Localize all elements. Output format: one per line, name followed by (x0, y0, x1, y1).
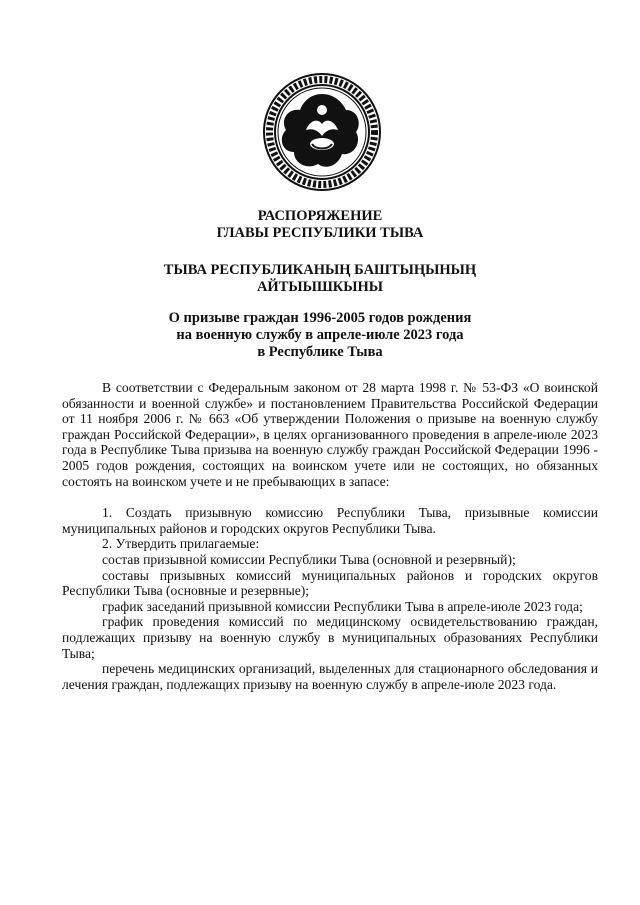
title-line: ТЫВА РЕСПУБЛИКАНЫҢ БАШТЫҢЫНЫҢ (163, 262, 477, 278)
document-subject (0, 310, 640, 361)
title-line: РАСПОРЯЖЕНИЕ (257, 208, 383, 224)
item-paragraph: 1. Создать призывную комиссию Республики Тыва, призывные комиссии муниципальных районов и городских округов Республики Тыва. (62, 505, 598, 536)
item-paragraph: состав призывной комиссии Республики Тыва (основной и резервный); (102, 551, 516, 567)
document-body (62, 380, 598, 692)
item-paragraph: график проведения комиссий по медицинскому освидетельствованию граждан, подлежащих призыву на военную службу в муниципальных образованиях Республики Тыва; (62, 614, 598, 661)
document-title (0, 208, 640, 242)
subject-line: О призыве граждан 1996-2005 годов рождения (168, 310, 472, 326)
item-paragraph: график заседаний призывной комиссии Республики Тыва в апреле-июле 2023 года; (102, 598, 583, 614)
republic-emblem-icon (262, 72, 382, 192)
item-paragraph: 2. Утвердить прилагаемые: (102, 536, 260, 552)
title-line: ГЛАВЫ РЕСПУБЛИКИ ТЫВА (216, 225, 424, 241)
item-paragraph: составы призывных комиссий муниципальных районов и городских округов Республики Тыва (основные и резервные); (62, 567, 598, 599)
title-line: АЙТЫЫШКЫНЫ (256, 279, 384, 295)
subject-line: в Республике Тыва (257, 344, 383, 360)
preamble-paragraph: В соответствии с Федеральным законом от 28 марта 1998 г. № 53-ФЗ «О воинской обязанности и военной службе» и постановлением Правительства Российской Федерации от 11 ноября 2006 г. № 663 «Об утверждении Положения о призыве на военную службу граждан Российской Федерации», в целях организованного проведения в апреле-июле 2023 года в Республике Тыва призыва на военную службу граждан Российской Федерации 1996 - 2005 годов рождения, состоящих на воинском учете или не состоящих, но обязанных состоять на воинском учете и не пребывающих в запасе: (62, 380, 598, 489)
subject-line: на военную службу в апреле-июле 2023 года (176, 327, 464, 343)
item-paragraph: перечень медицинских организаций, выделенных для стационарного обследования и лечения граждан, подлежащих призыву на военную службу в апреле-июле 2023 года. (62, 661, 598, 692)
document-title-tuvan (0, 262, 640, 296)
